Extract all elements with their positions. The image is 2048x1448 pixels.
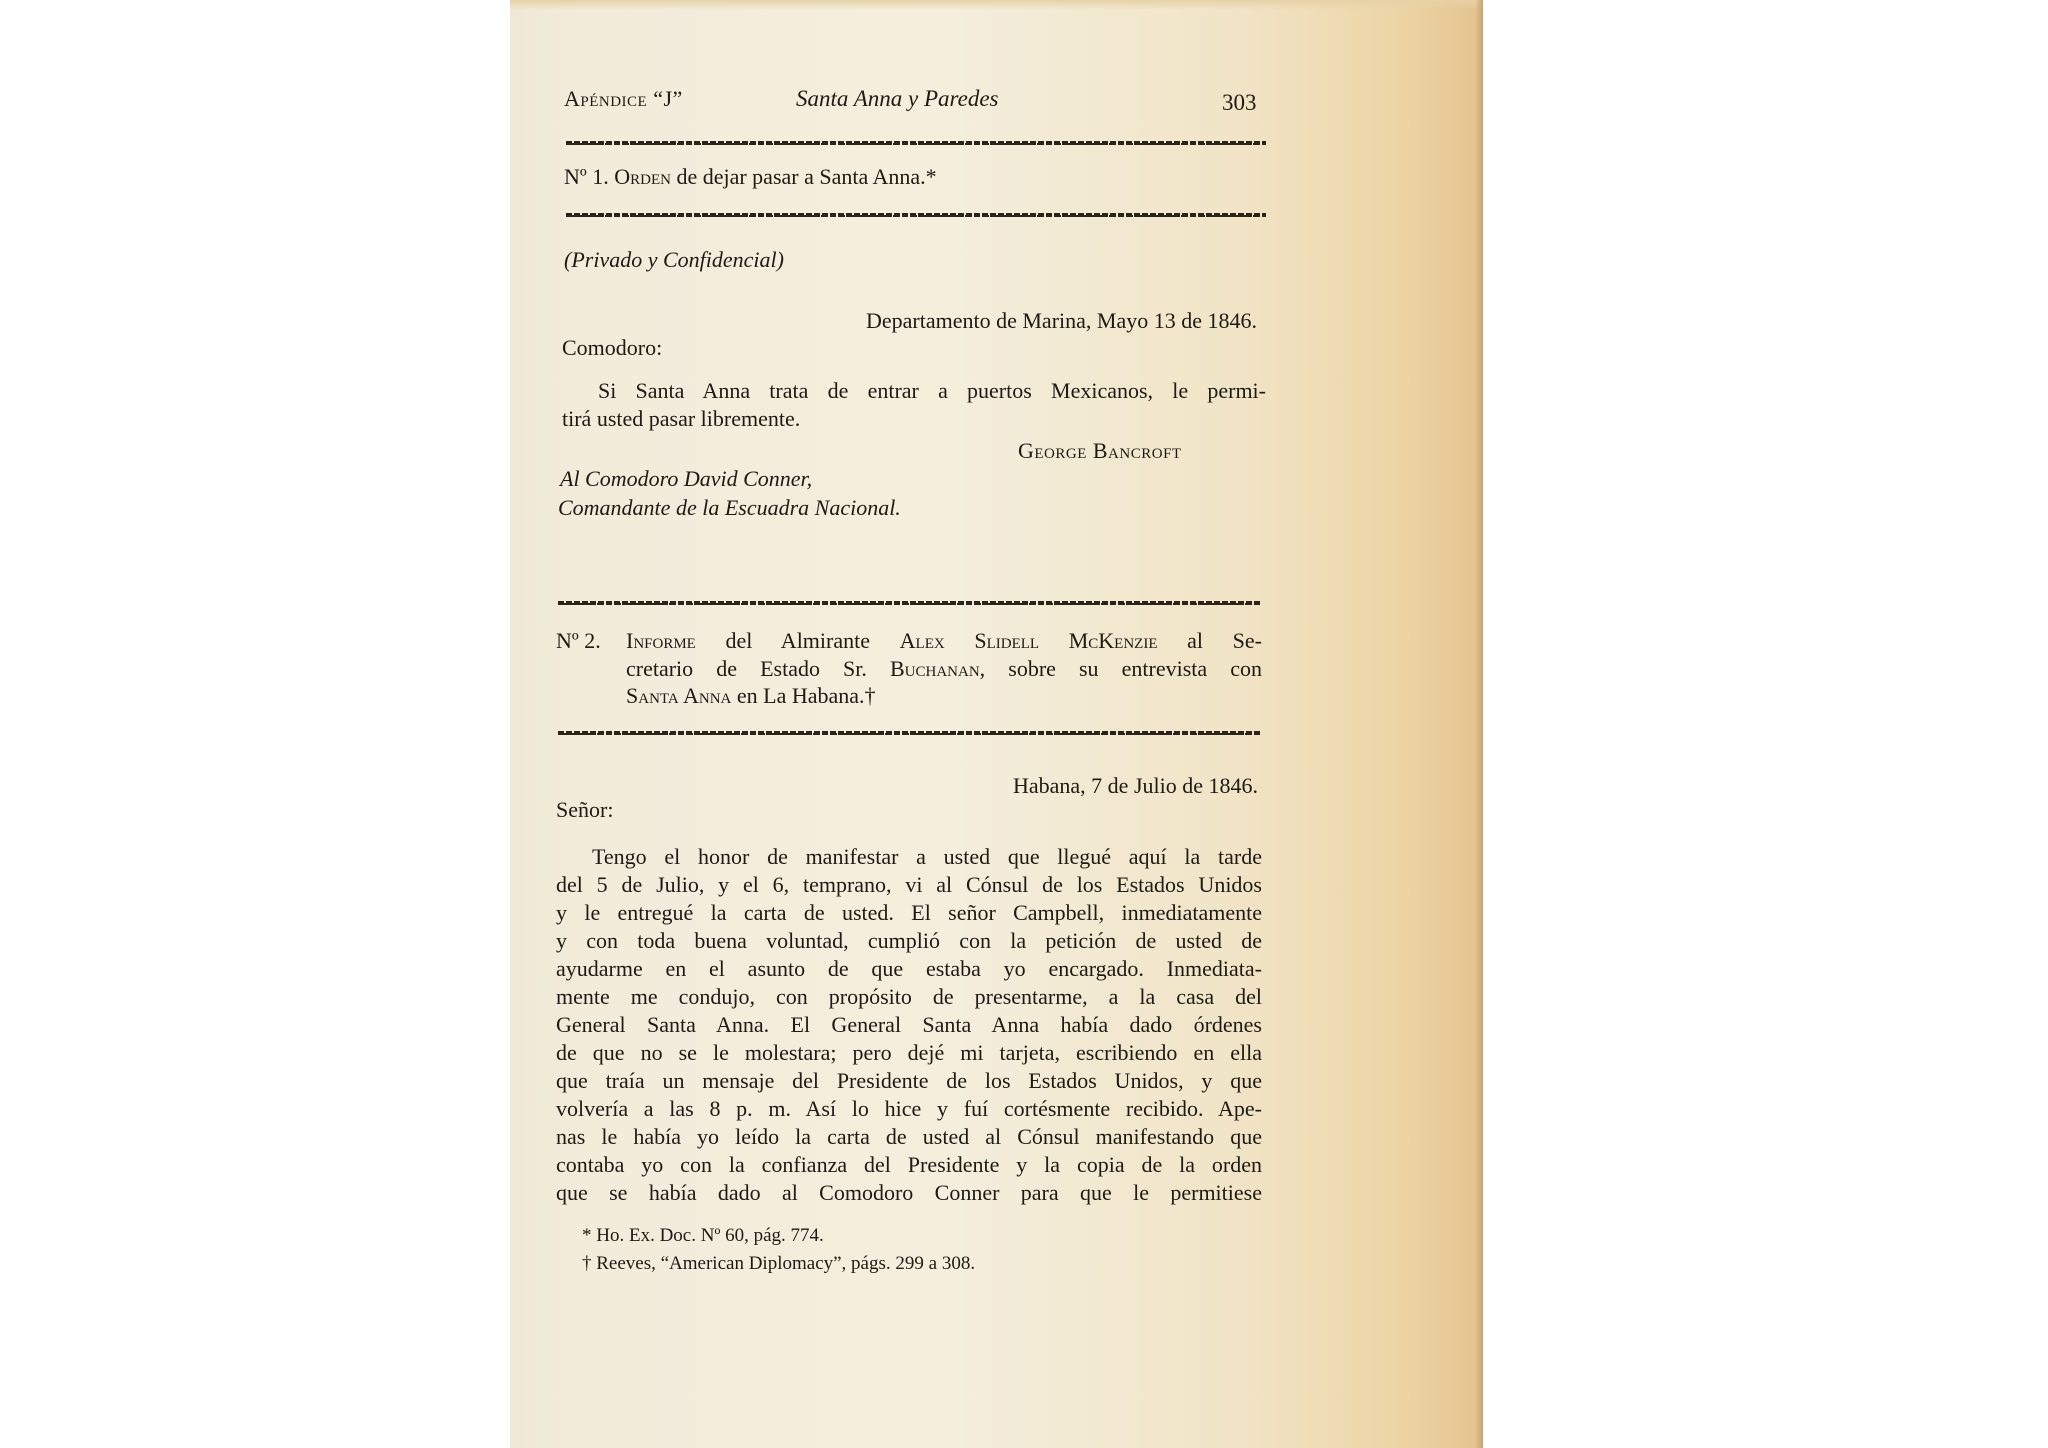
doc2-body-line: del 5 de Julio, y el 6, temprano, vi al Cónsul de los Estados Unidos	[556, 872, 1262, 897]
divider-rule	[558, 601, 1262, 605]
doc2-body-line: y le entregué la carta de usted. El señor Campbell, inmediatamente	[556, 900, 1262, 925]
doc2-salutation: Señor:	[556, 797, 614, 822]
doc2-body-line: General Santa Anna. El General Santa Anna había dado órdenes	[556, 1012, 1262, 1037]
doc2-heading-person: Alex Slidell McKenzie	[899, 628, 1158, 653]
doc2-heading-keyword: Informe	[626, 628, 696, 653]
doc1-body-line: tirá usted pasar libremente.	[562, 406, 801, 431]
doc1-heading-text: de dejar pasar a Santa Anna.*	[670, 164, 937, 189]
doc1-addressee-line: Comandante de la Escuadra Nacional.	[558, 495, 901, 520]
doc2-heading-line	[626, 655, 1262, 683]
footnote: * Ho. Ex. Doc. Nº 60, pág. 774.	[582, 1225, 824, 1246]
book-page	[510, 0, 1483, 1448]
doc2-heading-text: cretario de Estado Sr.	[626, 656, 890, 681]
doc2-heading-text: en La Habana.†	[731, 683, 876, 708]
doc2-heading-line	[626, 682, 876, 710]
doc1-salutation: Comodoro:	[562, 335, 663, 360]
doc2-body-line: ayudarme en el asunto de que estaba yo encargado. Inmediata-	[556, 956, 1262, 981]
running-header-title: Santa Anna y Paredes	[796, 86, 999, 111]
doc2-heading-text: , sobre su entrevista con	[979, 656, 1262, 681]
doc1-addressee-line: Al Comodoro David Conner,	[560, 466, 813, 491]
doc1-dateline: Departamento de Marina, Mayo 13 de 1846.	[866, 308, 1257, 333]
doc2-heading-text: al Se-	[1157, 628, 1263, 653]
doc2-number: Nº 2.	[556, 628, 601, 653]
page-number: 303	[1222, 90, 1257, 115]
doc2-body	[556, 843, 1262, 1207]
doc1-heading	[564, 163, 937, 191]
divider-rule	[558, 731, 1262, 735]
doc2-body-line: y con toda buena voluntad, cumplió con la petición de usted de	[556, 928, 1262, 953]
doc2-body-line: volvería a las 8 p. m. Así lo hice y fuí cortésmente recibido. Ape-	[556, 1096, 1262, 1121]
doc1-heading-keyword: Orden	[614, 164, 671, 189]
doc1-signature: George Bancroft	[1018, 438, 1182, 463]
doc2-body-line: mente me condujo, con propósito de presentarme, a la casa del	[556, 984, 1262, 1009]
running-header-section: Apéndice “J”	[564, 86, 683, 111]
footnote: † Reeves, “American Diplomacy”, págs. 299 a 308.	[582, 1253, 976, 1274]
doc1-body-line: Si Santa Anna trata de entrar a puertos Mexicanos, le permi-	[598, 378, 1266, 403]
doc2-heading-text: del Almirante	[695, 628, 900, 653]
doc2-body-line: contaba yo con la confianza del Presidente y la copia de la orden	[556, 1152, 1262, 1177]
divider-rule	[566, 213, 1266, 217]
doc2-body-line: que se había dado al Comodoro Conner para que le permitiese	[556, 1180, 1262, 1205]
doc2-heading-person: Buchanan	[889, 656, 980, 681]
doc2-body-line: Tengo el honor de manifestar a usted que llegué aquí la tarde	[592, 844, 1262, 869]
doc2-heading-line	[626, 627, 1262, 655]
doc1-confidential-note: (Privado y Confidencial)	[564, 247, 784, 272]
doc2-body-line: de que no se le molestara; pero dejé mi tarjeta, escribiendo en ella	[556, 1040, 1262, 1065]
doc2-body-line: nas le había yo leído la carta de usted al Cónsul manifestando que	[556, 1124, 1262, 1149]
doc2-body-line: que traía un mensaje del Presidente de los Estados Unidos, y que	[556, 1068, 1262, 1093]
doc1-number: Nº 1.	[564, 164, 609, 189]
doc2-dateline: Habana, 7 de Julio de 1846.	[1013, 773, 1258, 798]
divider-rule	[566, 141, 1266, 145]
doc2-heading-person: Santa Anna	[626, 683, 732, 708]
